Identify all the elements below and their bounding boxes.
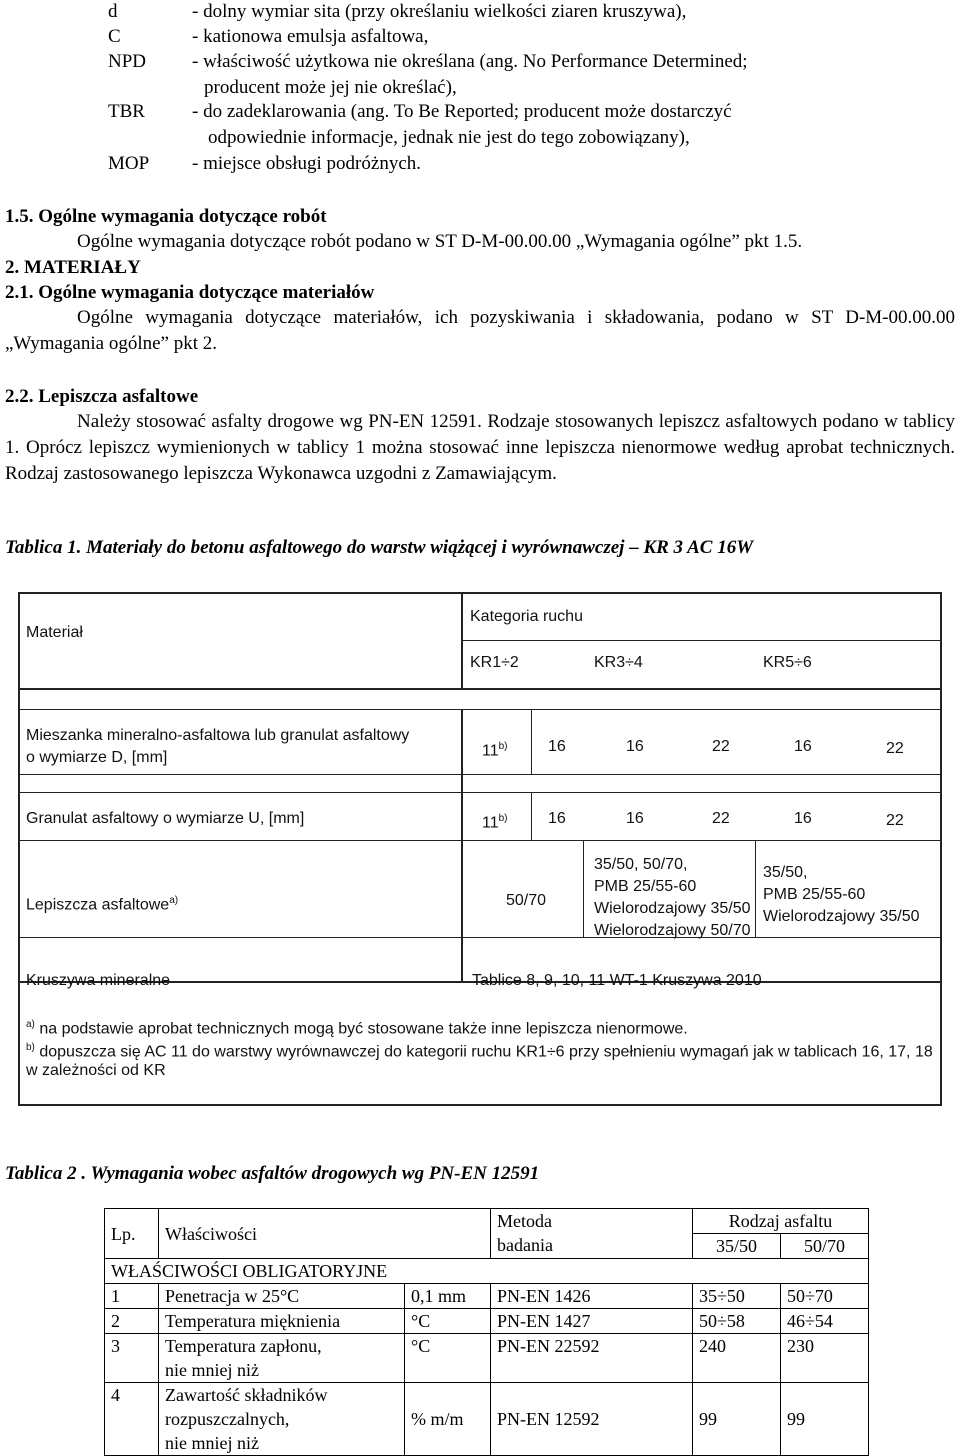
section-text-2-1: Ogólne wymagania dotyczące materiałów, ich pozyskiwania i składowania, podano w ST D-M-00.00.00 „Wymagania ogólne” pkt 2. bbox=[5, 307, 955, 354]
table1-row1-label: Mieszanka mineralno-asfaltowa lub granulat asfaltowy bbox=[26, 727, 410, 744]
label: Lepiszcza asfaltowe bbox=[26, 896, 170, 914]
table2-caption: Tablica 2 . Wymagania wobec asfaltów drogowych wg PN-EN 12591 bbox=[5, 1163, 540, 1184]
table1-row1-value: 16 bbox=[548, 738, 566, 755]
divider bbox=[531, 792, 532, 840]
value: 11 bbox=[482, 814, 499, 832]
divider bbox=[20, 840, 940, 841]
section-heading-2-1: 2.1. Ogólne wymagania dotyczące materiałów bbox=[5, 282, 375, 303]
table2-header-lp: Lp. bbox=[105, 1209, 159, 1259]
note-text: na podstawie aprobat technicznych mogą być stosowane także inne lepiszcza nienormowe. bbox=[39, 1020, 688, 1038]
abbr-key: MOP bbox=[108, 153, 150, 174]
note-text: dopuszcza się AC 11 do warstwy wyrównawczej do kategorii ruchu KR1÷6 przy spełnieniu wymagań jak w tablicach 16, 17, 18 bbox=[39, 1043, 933, 1061]
cell-lp: 2 bbox=[105, 1309, 159, 1334]
table-row bbox=[105, 1209, 869, 1234]
cell-3550: 240 bbox=[693, 1334, 781, 1383]
abbr-definition bbox=[192, 99, 952, 151]
table1-row4-value: Tablice 8, 9, 10, 11 WT-1 Kruszywa 2010 bbox=[472, 972, 762, 989]
footnote-marker: a) bbox=[26, 1019, 35, 1030]
divider bbox=[461, 640, 940, 641]
table1-row3-kr34-line: PMB 25/55-60 bbox=[594, 878, 697, 895]
table1-row1-value: 16 bbox=[794, 738, 812, 755]
table1-row3-kr34-line: 35/50, 50/70, bbox=[594, 856, 688, 873]
abbr-key: TBR bbox=[108, 101, 145, 122]
table1-row3-label bbox=[26, 890, 178, 916]
table1-row3-kr56-line: PMB 25/55-60 bbox=[763, 886, 866, 903]
footnote-marker: b) bbox=[26, 1042, 35, 1053]
table1-row2-value: 22 bbox=[712, 810, 730, 827]
table1-row2-value: 16 bbox=[794, 810, 812, 827]
table1-row3-kr56-line: Wielorodzajowy 35/50 bbox=[763, 908, 920, 925]
cell-5070: 50÷70 bbox=[781, 1284, 869, 1309]
table-row bbox=[105, 1334, 869, 1383]
table1-row1-value bbox=[482, 736, 508, 762]
table1-header-material: Materiał bbox=[26, 624, 83, 641]
table2-header-3550: 35/50 bbox=[693, 1234, 781, 1259]
cell-lp: 3 bbox=[105, 1334, 159, 1383]
table1-cat-kr56: KR5÷6 bbox=[763, 654, 812, 671]
table1-cat-kr12: KR1÷2 bbox=[470, 654, 519, 671]
table1-row4-label: Kruszywa mineralne bbox=[26, 972, 171, 989]
abbr-definition bbox=[192, 49, 952, 101]
cell-unit: °C bbox=[405, 1309, 491, 1334]
cell-property bbox=[159, 1334, 405, 1383]
cell-lp: 1 bbox=[105, 1284, 159, 1309]
property-line: rozpuszczalnych, bbox=[165, 1409, 290, 1429]
cell-5070: 46÷54 bbox=[781, 1309, 869, 1334]
cell-lp: 4 bbox=[105, 1383, 159, 1456]
cell-5070: 99 bbox=[781, 1383, 869, 1456]
table1-row1-value: 16 bbox=[626, 738, 644, 755]
table1-row3-kr34-line: Wielorodzajowy 35/50 bbox=[594, 900, 751, 917]
table-row bbox=[105, 1259, 869, 1284]
table1-row2-value: 16 bbox=[626, 810, 644, 827]
section-heading-2-2: 2.2. Lepiszcza asfaltowe bbox=[5, 386, 199, 407]
table1 bbox=[18, 592, 942, 1106]
table2-header-5070: 50/70 bbox=[781, 1234, 869, 1259]
cell-unit: °C bbox=[405, 1334, 491, 1383]
table2-header-asphalt-type: Rodzaj asfaltu bbox=[693, 1209, 869, 1234]
table1-header-category: Kategoria ruchu bbox=[470, 608, 583, 625]
abbr-def-line: - właściwość użytkowa nie określana (ang. No Performance Determined; bbox=[192, 51, 748, 72]
abbr-definition: - miejsce obsługi podróżnych. bbox=[192, 153, 422, 174]
table2-section-title: WŁAŚCIWOŚCI OBLIGATORYJNE bbox=[105, 1259, 869, 1284]
divider bbox=[531, 709, 532, 774]
cell-method: PN-EN 22592 bbox=[491, 1334, 693, 1383]
property-line: Temperatura zapłonu, bbox=[165, 1336, 322, 1356]
table1-row2-value: 22 bbox=[886, 812, 904, 829]
property-line: nie mniej niż bbox=[165, 1360, 259, 1380]
header-line: Metoda bbox=[497, 1211, 552, 1231]
cell-unit: 0,1 mm bbox=[405, 1284, 491, 1309]
divider bbox=[20, 792, 940, 793]
cell-unit: % m/m bbox=[405, 1383, 491, 1456]
table1-row1-label: o wymiarze D, [mm] bbox=[26, 749, 168, 766]
abbr-def-line: odpowiednie informacje, jednak nie jest do tego zobowiązany), bbox=[208, 127, 690, 148]
header-line: badania bbox=[497, 1235, 553, 1255]
table-row bbox=[105, 1284, 869, 1309]
divider bbox=[461, 594, 463, 690]
table1-row3-kr12: 50/70 bbox=[506, 892, 547, 909]
footnote-marker: b) bbox=[498, 741, 508, 752]
section-heading-2: 2. MATERIAŁY bbox=[5, 257, 141, 278]
cell-property bbox=[159, 1383, 405, 1456]
abbr-key: NPD bbox=[108, 51, 147, 72]
table1-caption: Tablica 1. Materiały do betonu asfaltowego do warstw wiążącej i wyrównawczej – KR 3 AC 16W bbox=[5, 537, 754, 558]
divider bbox=[755, 840, 756, 937]
cell-method: PN-EN 1426 bbox=[491, 1284, 693, 1309]
divider bbox=[583, 840, 584, 937]
section-heading-1-5: 1.5. Ogólne wymagania dotyczące robót bbox=[5, 206, 327, 227]
footnote-marker: a) bbox=[169, 895, 179, 906]
abbr-def-line: - do zadeklarowania (ang. To Be Reported; producent może dostarczyć bbox=[192, 101, 732, 122]
cell-3550: 35÷50 bbox=[693, 1284, 781, 1309]
table1-note-b-cont: w zależności od KR bbox=[26, 1062, 166, 1079]
table2-header-method bbox=[491, 1209, 693, 1259]
section-text-1-5: Ogólne wymagania dotyczące robót podano w ST D-M-00.00.00 „Wymagania ogólne” pkt 1.5. bbox=[77, 231, 803, 252]
footnote-marker: b) bbox=[498, 813, 508, 824]
cell-3550: 50÷58 bbox=[693, 1309, 781, 1334]
cell-property: Temperatura mięknienia bbox=[159, 1309, 405, 1334]
abbr-key: d bbox=[108, 1, 118, 22]
table-row bbox=[105, 1383, 869, 1456]
table1-cat-kr34: KR3÷4 bbox=[594, 654, 643, 671]
table2 bbox=[104, 1208, 869, 1456]
cell-5070: 230 bbox=[781, 1334, 869, 1383]
property-line: Zawartość składników bbox=[165, 1385, 328, 1405]
cell-3550: 99 bbox=[693, 1383, 781, 1456]
divider bbox=[20, 709, 940, 710]
table1-row3-kr34-line: Wielorodzajowy 50/70 bbox=[594, 922, 751, 939]
value: 11 bbox=[482, 742, 499, 760]
table-row bbox=[105, 1309, 869, 1334]
divider bbox=[20, 937, 940, 938]
table1-row1-value: 22 bbox=[712, 738, 730, 755]
abbr-definition: - dolny wymiar sita (przy określaniu wielkości ziaren kruszywa), bbox=[192, 1, 687, 22]
table1-row2-value: 16 bbox=[548, 810, 566, 827]
table1-row2-label: Granulat asfaltowy o wymiarze U, [mm] bbox=[26, 810, 305, 827]
abbr-def-line: producent może jej nie określać), bbox=[204, 77, 457, 98]
cell-property: Penetracja w 25°C bbox=[159, 1284, 405, 1309]
abbr-definition: - kationowa emulsja asfaltowa, bbox=[192, 26, 429, 47]
table1-row2-value bbox=[482, 808, 508, 834]
property-line: nie mniej niż bbox=[165, 1433, 259, 1453]
table1-row1-value: 22 bbox=[886, 740, 904, 757]
divider bbox=[20, 774, 940, 775]
table2-header-properties: Właściwości bbox=[159, 1209, 491, 1259]
section-text-2-2: Należy stosować asfalty drogowe wg PN-EN 12591. Rodzaje stosowanych lepiszcz asfaltowych podano w tablicy 1. Oprócz lepiszcz wymienionych w tablicy 1 można stosować inne lepiszcza nienormowe według aprobat technicznych. Rodzaj zastosowanego lepiszcza Wykonawca uzgodni z Zamawiającym. bbox=[5, 411, 955, 484]
abbr-key: C bbox=[108, 26, 121, 47]
cell-method: PN-EN 12592 bbox=[491, 1383, 693, 1456]
divider bbox=[461, 709, 463, 981]
cell-method: PN-EN 1427 bbox=[491, 1309, 693, 1334]
divider bbox=[20, 688, 940, 690]
table1-row3-kr56-line: 35/50, bbox=[763, 864, 808, 881]
